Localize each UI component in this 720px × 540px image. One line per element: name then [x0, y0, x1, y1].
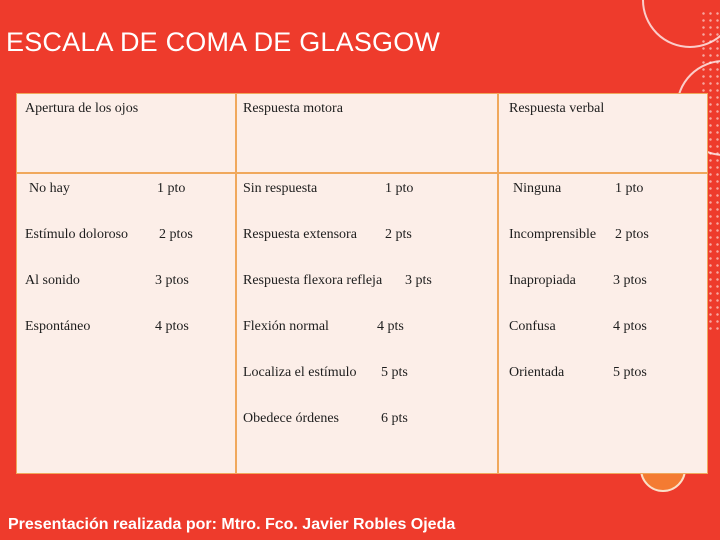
motora-score: 3 pts [405, 273, 432, 288]
header-verbal: Respuesta verbal [509, 101, 605, 116]
header-ojos: Apertura de los ojos [25, 101, 139, 116]
glasgow-table [16, 93, 708, 474]
ojos-label: Estímulo doloroso [25, 227, 129, 242]
verbal-score: 3 ptos [613, 273, 647, 288]
verbal-score: 5 ptos [613, 365, 647, 380]
motora-score: 4 pts [377, 319, 404, 334]
motora-label: Sin respuesta [243, 181, 318, 196]
motora-label: Flexión normal [243, 319, 329, 334]
motora-label: Respuesta flexora refleja [243, 273, 383, 288]
ojos-score: 3 ptos [155, 273, 189, 288]
verbal-score: 2 ptos [615, 227, 649, 242]
motora-score: 1 pto [385, 181, 414, 196]
verbal-score: 4 ptos [613, 319, 647, 334]
motora-label: Respuesta extensora [243, 227, 357, 242]
verbal-label: Orientada [509, 365, 565, 380]
motora-score: 6 pts [381, 411, 408, 426]
motora-score: 2 pts [385, 227, 412, 242]
ojos-score: 4 ptos [155, 319, 189, 334]
presenter-credit: Presentación realizada por: Mtro. Fco. Javier Robles Ojeda [8, 516, 456, 533]
motora-label: Localiza el estímulo [243, 365, 357, 380]
ojos-label: Espontáneo [25, 319, 91, 334]
verbal-score: 1 pto [615, 181, 644, 196]
motora-score: 5 pts [381, 365, 408, 380]
slide-title: ESCALA DE COMA DE GLASGOW [6, 27, 441, 57]
motora-label: Obedece órdenes [243, 411, 340, 426]
ojos-label: No hay [29, 181, 70, 196]
ojos-score: 1 pto [157, 181, 186, 196]
ojos-score: 2 ptos [159, 227, 193, 242]
column-divider [235, 94, 237, 473]
verbal-label: Inapropiada [509, 273, 576, 288]
header-divider [17, 172, 707, 174]
verbal-label: Confusa [509, 319, 556, 334]
verbal-label: Incomprensible [509, 227, 597, 242]
header-motora: Respuesta motora [243, 101, 343, 116]
column-divider [497, 94, 499, 473]
verbal-label: Ninguna [513, 181, 562, 196]
ojos-label: Al sonido [25, 273, 80, 288]
